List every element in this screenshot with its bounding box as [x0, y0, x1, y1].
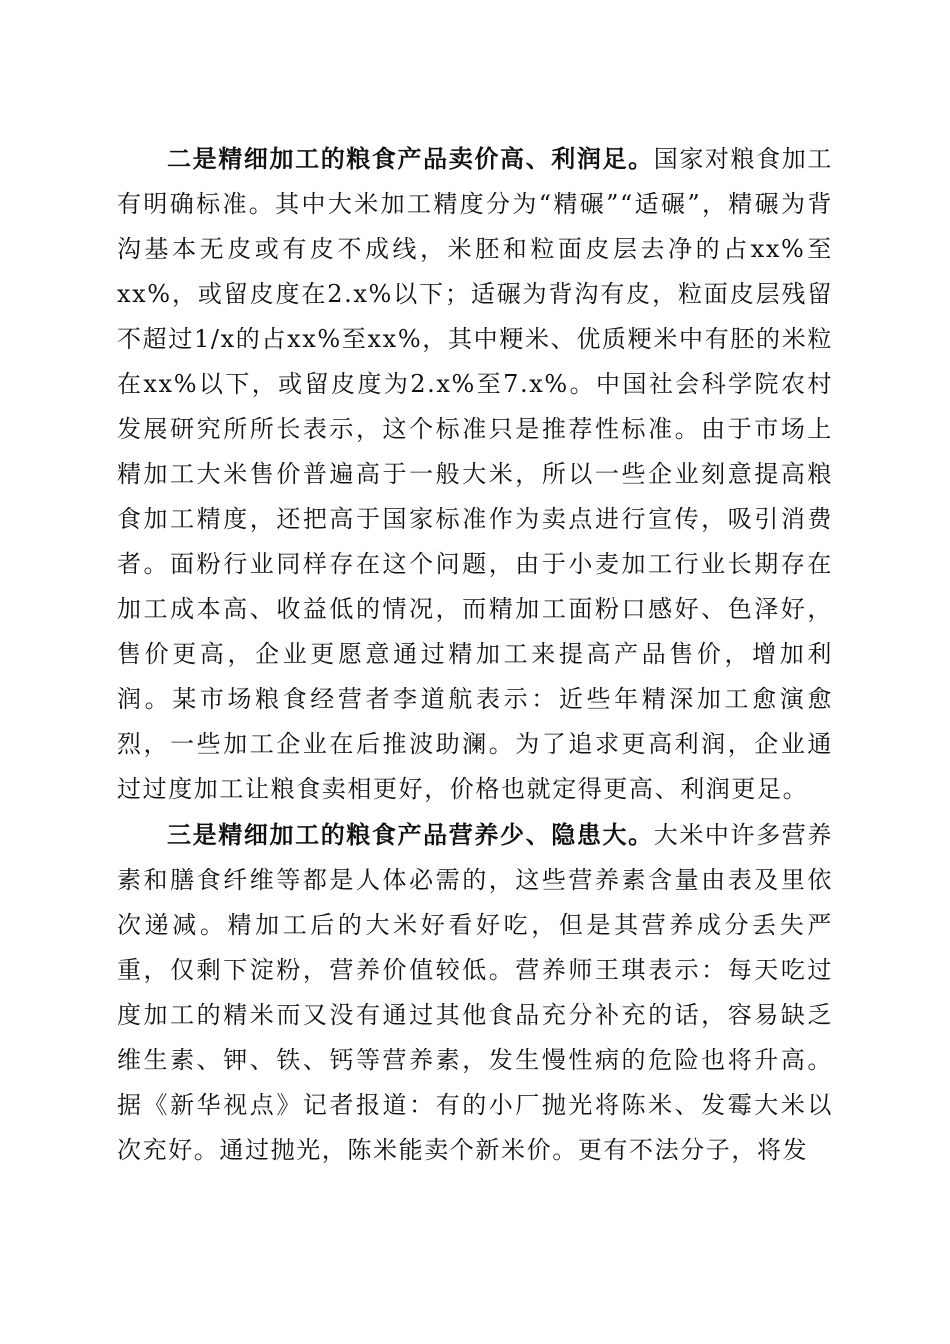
paragraph-3-lead: 三是精细加工的粮食产品营养少、隐患大。	[167, 820, 654, 849]
paragraph-2	[117, 136, 833, 812]
paragraph-3	[117, 812, 833, 1173]
body-text	[117, 136, 833, 1173]
paragraph-2-body: 国家对粮食加工有明确标准。其中大米加工精度分为“精碾”“适碾”，精碾为背沟基本无皮或有皮不成线，米胚和粒面皮层去净的占xx%至xx%，或留皮度在2.x%以下；适碾为背沟有皮，粒面皮层残留不超过1/x的占xx%至xx%，其中粳米、优质粳米中有胚的米粒在xx%以下，或留皮度为2.x%至7.x%。中国社会科学院农村发展研究所所长表示，这个标准只是推荐性标准。由于市场上精加工大米售价普遍高于一般大米，所以一些企业刻意提高粮食加工精度，还把高于国家标准作为卖点进行宣传，吸引消费者。面粉行业同样存在这个问题，由于小麦加工行业长期存在加工成本高、收益低的情况，而精加工面粉口感好、色泽好，售价更高，企业更愿意通过精加工来提高产品售价，增加利润。某市场粮食经营者李道航表示：近些年精深加工愈演愈烈，一些加工企业在后推波助澜。为了追求更高利润，企业通过过度加工让粮食卖相更好，价格也就定得更高、利润更足。	[117, 145, 833, 803]
paragraph-3-body: 大米中许多营养素和膳食纤维等都是人体必需的，这些营养素含量由表及里依次递减。精加工后的大米好看好吃，但是其营养成分丢失严重，仅剩下淀粉，营养价值较低。营养师王琪表示：每天吃过度加工的精米而又没有通过其他食品充分补充的话，容易缺乏维生素、钾、铁、钙等营养素，发生慢性病的危险也将升高。据《新华视点》记者报道：有的小厂抛光将陈米、发霉大米以次充好。通过抛光，陈米能卖个新米价。更有不法分子，将发	[117, 821, 833, 1164]
paragraph-2-lead: 二是精细加工的粮食产品卖价高、利润足。	[167, 144, 654, 173]
